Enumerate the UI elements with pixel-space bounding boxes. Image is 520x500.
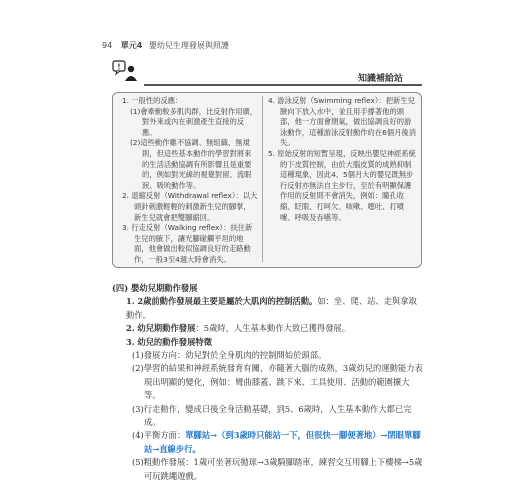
knowledge-left-column <box>122 96 258 266</box>
section-number: (四) <box>112 283 129 293</box>
sub-item-4-b: →（到3歲時只能站一下，但很快一腳便著地）→閉眼單腳站→直線步行。 <box>144 430 421 454</box>
sub-item-4-a: 單腳站 <box>185 430 211 441</box>
item-3-number: 3. <box>126 336 135 347</box>
kb-item-2: 2. 退縮反射（Withdrawal reflex）：以大頭針刺激輕輕的刺激新生兒的腳掌，新生兒就會把雙腳縮回。 <box>122 191 258 222</box>
knowledge-right-column <box>268 96 416 223</box>
item-3-bold: 幼兒的動作發展特徵 <box>137 336 212 347</box>
item-2-number: 2. <box>126 323 135 334</box>
page-header <box>102 40 229 51</box>
svg-text:!: ! <box>117 62 121 72</box>
item-1-bold: 2歲前動作發展最主要是屬於大肌肉的控制活動。 <box>137 296 318 307</box>
kb-item-3: 3. 行走反射（Walking reflex）：扶住新生兒的腋下，讓光腳碰觸平坦的地面，他會做出較似協調良好的走路動作，一般3至4週大時會消失。 <box>122 223 253 264</box>
sub-item-4-prefix: (4)平衡方面： <box>132 430 186 441</box>
kb-item-1-1: (1)會牽動較多肌肉群，比反射作用廣，對外來或內在刺激產生直接的反應。 <box>130 106 258 137</box>
speech-bubble-person-icon <box>112 60 142 82</box>
item-2 <box>112 322 424 335</box>
sub-item-3: (3)行走動作，變成日後全身活動基礎，到5、6歲時，人生基本動作大都已完成。 <box>132 403 412 428</box>
kb-item-1-2: (2)這些動作雖不協調、無組織、無規則，但這些基本動作的學習對將來的生活活動協調有所影響且是重要的，例如對光線的視覺對留、流眼淚、吸吮動作等。 <box>130 138 252 190</box>
kb-item-4: 4. 游泳反射（Swimming reflex）：把新生兒臉向下放入水中，並且用手撐著他的頭部，他一方面會閉氣，做出協調良好的游泳動作，這種游泳反射動作約在6個月後消失。 <box>268 96 416 148</box>
sub-item-5: (5)粗動作發展：1歲可坐著玩拋球→3歲騎腳踏車，練習交互用腳上下樓梯→5歲可玩跳繩遊戲。 <box>132 457 423 481</box>
main-content <box>112 282 424 483</box>
section-heading <box>112 282 424 295</box>
item-1-number: 1. <box>126 296 135 307</box>
knowledge-box-title: 知識補給站 <box>358 74 404 84</box>
title-rule <box>144 84 422 86</box>
item-3 <box>112 336 424 349</box>
sub-item-2: (2)學習的結果和神經系統發育有關，亦隨著大腦的成熟，3歲幼兒的運動能力表現出明顯的變化，例如：彎曲膝蓋、跳下來、工具使用、活動的範圍擴大等。 <box>132 363 423 401</box>
column-divider <box>262 96 263 262</box>
unit-label: 單元4 <box>120 41 143 50</box>
page-number: 94 <box>102 41 113 50</box>
item-2-text: ：5歲時，人生基本動作大致已獲得發展。 <box>195 323 351 334</box>
sub-item-4 <box>112 429 424 456</box>
item-2-bold: 幼兒期動作發展 <box>137 323 196 334</box>
chapter-title: 嬰幼兒生理發展與照護 <box>148 41 229 50</box>
item-1 <box>112 295 424 322</box>
kb-item-5: 5. 原始反射的短暫呈現，反映出嬰兒神經系統的下皮質控制，由於大腦皮質的成熟抑制這種現象，因此4、5個月大的嬰兒既無步行反射亦無法自主步行，至於有明顯保護作用的反射則不會消失，例如：瞳孔收縮、眨眼、打呵欠、咳嗽、噁吐、打噴嚏、呼吸及吞嚥等。 <box>268 148 416 222</box>
kb-item-1: 1. 一般性的反應： <box>122 96 183 105</box>
sub-item-1: (1)發展方向：幼兒對於全身肌肉的控制開始於頭部。 <box>132 350 327 361</box>
item-1-text: 如：坐、爬、站、走與拿取動作。 <box>126 296 417 320</box>
section-title: 嬰幼兒期動作發展 <box>131 283 198 293</box>
